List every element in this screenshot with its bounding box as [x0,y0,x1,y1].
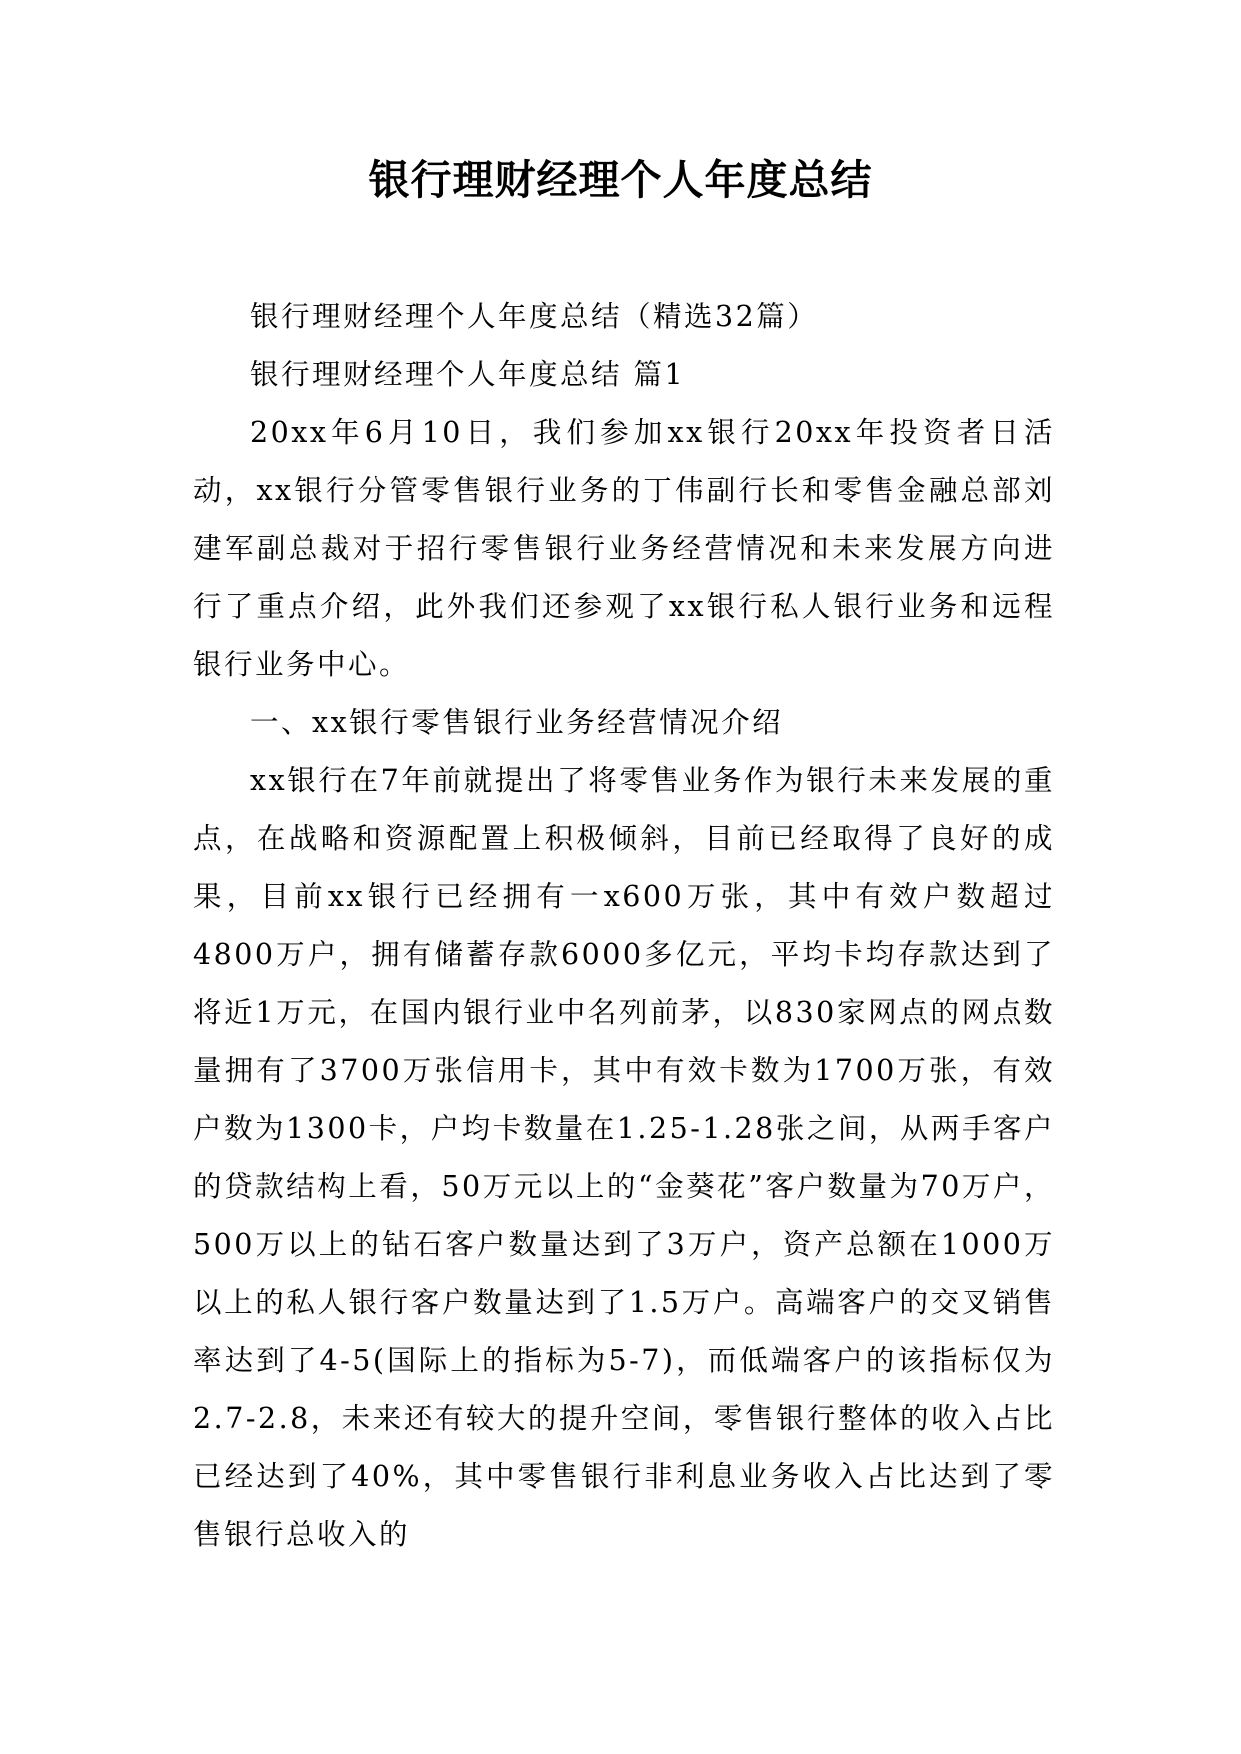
document-body [193,288,1055,1564]
section-heading: 银行理财经理个人年度总结 篇1 [250,358,686,391]
body-paragraph: xx银行在7年前就提出了将零售业务作为银行未来发展的重点，在战略和资源配置上积极倾斜，目前已经取得了良好的成果，目前xx银行已经拥有一x600万张，其中有效户数超过4800万户，拥有储蓄存款6000多亿元，平均卡均存款达到了将近1万元，在国内银行业中名列前茅，以830家网点的网点数量拥有了3700万张信用卡，其中有效卡数为1700万张，有效户数为1300卡，户均卡数量在1.25-1.28张之间，从两手客户的贷款结构上看，50万元以上的“金葵花”客户数量为70万户，500万以上的钻石客户数量达到了3万户，资产总额在1000万以上的私人银行客户数量达到了1.5万户。高端客户的交叉销售率达到了4-5(国际上的指标为5-7)，而低端客户的该指标仅为2.7-2.8，未来还有较大的提升空间，零售银行整体的收入占比已经达到了40%，其中零售银行非利息业务收入占比达到了零售银行总收入的 [193,764,1055,1551]
subtitle-paragraph: 银行理财经理个人年度总结（精选32篇） [250,300,819,333]
document-title: 银行理财经理个人年度总结 [368,156,873,204]
subsection-heading: 一、xx银行零售银行业务经营情况介绍 [250,706,784,739]
body-paragraph: 20xx年6月10日，我们参加xx银行20xx年投资者日活动，xx银行分管零售银行业务的丁伟副行长和零售金融总部刘建军副总裁对于招行零售银行业务经营情况和未来发展方向进行了重点介绍，此外我们还参观了xx银行私人银行业务和远程银行业务中心。 [193,416,1055,681]
